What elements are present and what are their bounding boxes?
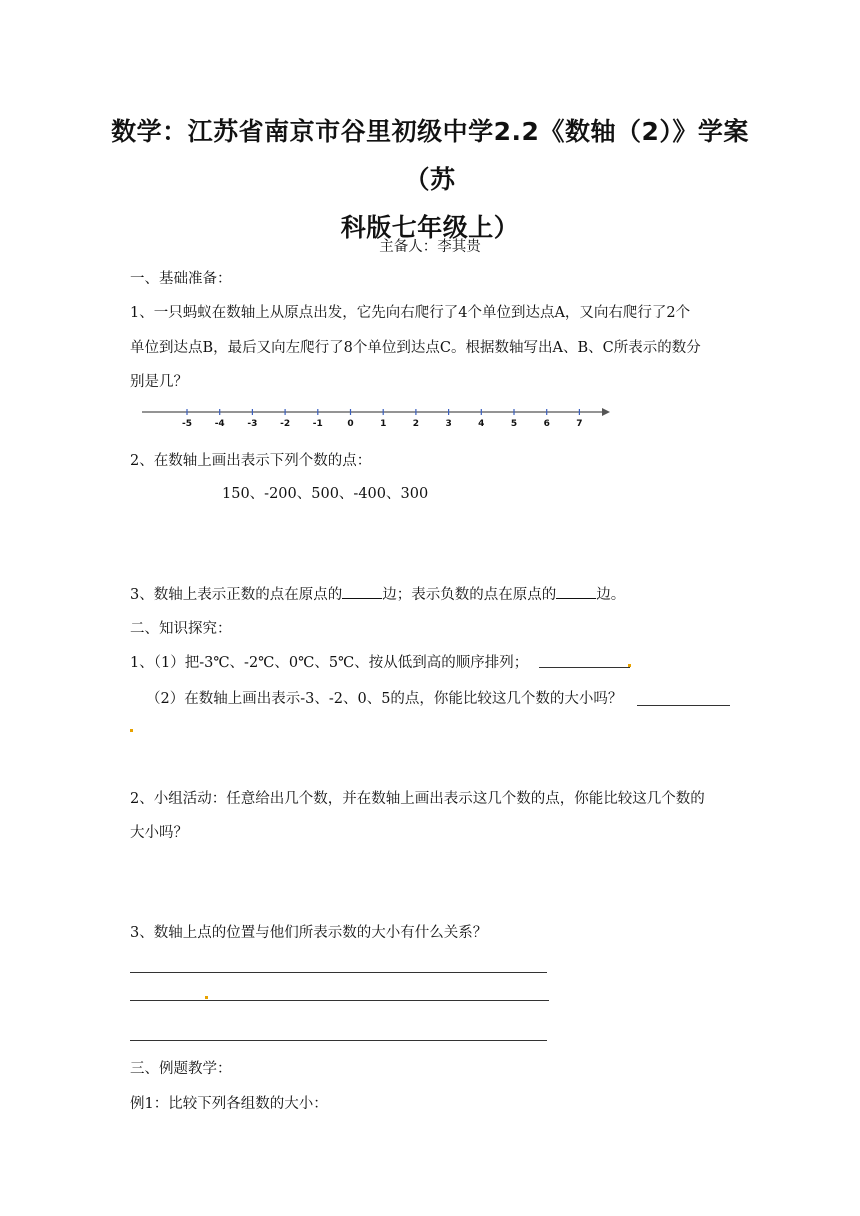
page-title — [110, 108, 750, 252]
answer-line-q1a[interactable] — [539, 667, 630, 668]
number-line-tick-label: -3 — [247, 419, 258, 429]
number-line-arrow-icon — [602, 408, 610, 416]
number-line-tick-label: -4 — [214, 419, 225, 429]
s1-q2-numbers: 150、-200、500、-400、300 — [222, 486, 429, 502]
number-line-tick-label: -5 — [182, 419, 192, 429]
answer-line-3[interactable] — [130, 1040, 547, 1041]
number-line-tick-label: 0 — [347, 419, 354, 429]
number-line-tick-label: 6 — [543, 419, 550, 429]
s1-q3 — [130, 584, 625, 605]
s1-q3-text-2: 边；表示负数的点在原点的 — [382, 587, 557, 603]
fill-blank-1[interactable] — [342, 584, 382, 599]
mark-icon — [628, 664, 631, 667]
mark-icon — [205, 996, 208, 999]
number-line-tick-label: -2 — [280, 419, 291, 429]
number-line-tick-label: 3 — [445, 419, 452, 429]
s2-q2-line1: 2、小组活动：任意给出几个数，并在数轴上画出表示这几个数的点，你能比较这几个数的 — [130, 791, 705, 807]
title-line-1: 数学：江苏省南京市谷里初级中学2.2《数轴（2）》学案（苏 — [111, 117, 749, 194]
fill-blank-2[interactable] — [556, 584, 596, 599]
s2-q1b: （2）在数轴上画出表示-3、-2、0、5的点，你能比较这几个数的大小吗？ — [146, 691, 623, 707]
s2-q1a: 1、（1）把-3℃、-2℃、0℃、5℃、按从低到高的顺序排列； — [130, 655, 529, 671]
section1-heading: 一、基础准备： — [130, 271, 232, 287]
s1-q1-line1: 1、一只蚂蚁在数轴上从原点出发，它先向右爬行了4个单位到达点A，又向右爬行了2个 — [130, 305, 691, 321]
s1-q3-text-3: 边。 — [596, 587, 626, 603]
mark-icon — [130, 729, 133, 732]
number-line-tick-label: 7 — [576, 419, 583, 429]
answer-line-1[interactable] — [130, 972, 547, 973]
number-line-tick-label: 4 — [478, 419, 485, 429]
s2-q3: 3、数轴上点的位置与他们所表示数的大小有什么关系？ — [130, 925, 488, 941]
section2-heading: 二、知识探究： — [130, 621, 232, 637]
number-line-tick-label: 1 — [380, 419, 387, 429]
answer-line-q1b[interactable] — [637, 705, 730, 706]
answer-line-2[interactable] — [130, 1000, 549, 1001]
s1-q2: 2、在数轴上画出表示下列个数的点： — [130, 453, 372, 469]
number-line-tick-label: 5 — [510, 419, 518, 429]
author-line: 主备人：李其贵 — [379, 239, 481, 255]
number-line — [140, 404, 615, 430]
s2-q2-line2: 大小吗？ — [130, 825, 188, 841]
s1-q1-line2: 单位到达点B，最后又向左爬行了8个单位到达点C。根据数轴写出A、B、C所表示的数分 — [130, 340, 701, 356]
s1-q1-line3: 别是几？ — [130, 374, 188, 390]
s1-q3-text-1: 3、数轴上表示正数的点在原点的 — [130, 587, 343, 603]
example-1: 例1：比较下列各组数的大小： — [130, 1096, 328, 1112]
section3-heading: 三、例题教学： — [130, 1061, 232, 1077]
number-line-tick-label: -1 — [312, 419, 323, 429]
number-line-tick-label: 2 — [412, 419, 420, 429]
title-line-2: 科版七年级上） — [340, 213, 520, 242]
